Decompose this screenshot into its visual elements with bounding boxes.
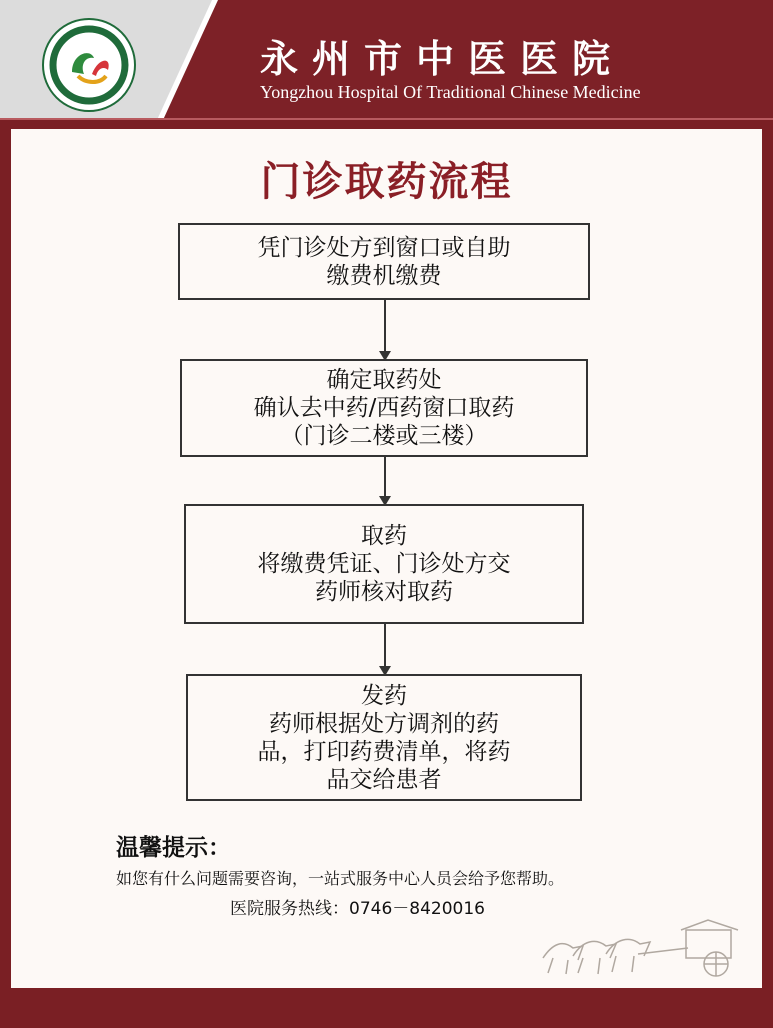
service-hotline: 医院服务热线：0746－8420016	[230, 899, 485, 919]
step-line: 凭门诊处方到窗口或自助	[257, 234, 511, 261]
header-banner	[0, 0, 773, 120]
page-title: 门诊取药流程	[260, 159, 513, 205]
horse-carriage-icon	[538, 918, 753, 980]
step-line: 药师根据处方调剂的药	[269, 710, 499, 737]
step-line: 取药	[361, 523, 407, 549]
step-line: （门诊二楼或三楼）	[280, 423, 488, 449]
step-line: 品交给患者	[326, 766, 442, 793]
step-line: 药师核对取药	[315, 579, 453, 605]
flow-arrow	[384, 624, 386, 674]
tips-text: 如您有什么问题需要咨询，一站式服务中心人员会给予您帮助。	[116, 869, 565, 888]
step-line: 确认去中药/西药窗口取药	[253, 395, 515, 421]
tips-title: 温馨提示：	[116, 835, 231, 861]
step-line: 确定取药处	[326, 367, 442, 393]
step-line: 品，打印药费清单，将药	[257, 738, 511, 765]
flow-step-dispense	[186, 674, 582, 801]
flow-arrow	[384, 457, 386, 504]
flow-step-payment	[178, 223, 590, 300]
hospital-name-cn: 永州市中医医院	[260, 36, 625, 81]
flow-step-locate-pharmacy	[180, 359, 588, 457]
flow-arrow	[384, 300, 386, 359]
step-line: 将缴费凭证、门诊处方交	[257, 551, 511, 577]
step-line: 缴费机缴费	[326, 262, 442, 289]
hospital-name-en: Yongzhou Hospital Of Traditional Chinese Medicine	[260, 82, 641, 102]
flow-step-collect	[184, 504, 584, 624]
step-line: 发药	[361, 682, 407, 709]
hospital-emblem-icon	[42, 18, 136, 112]
